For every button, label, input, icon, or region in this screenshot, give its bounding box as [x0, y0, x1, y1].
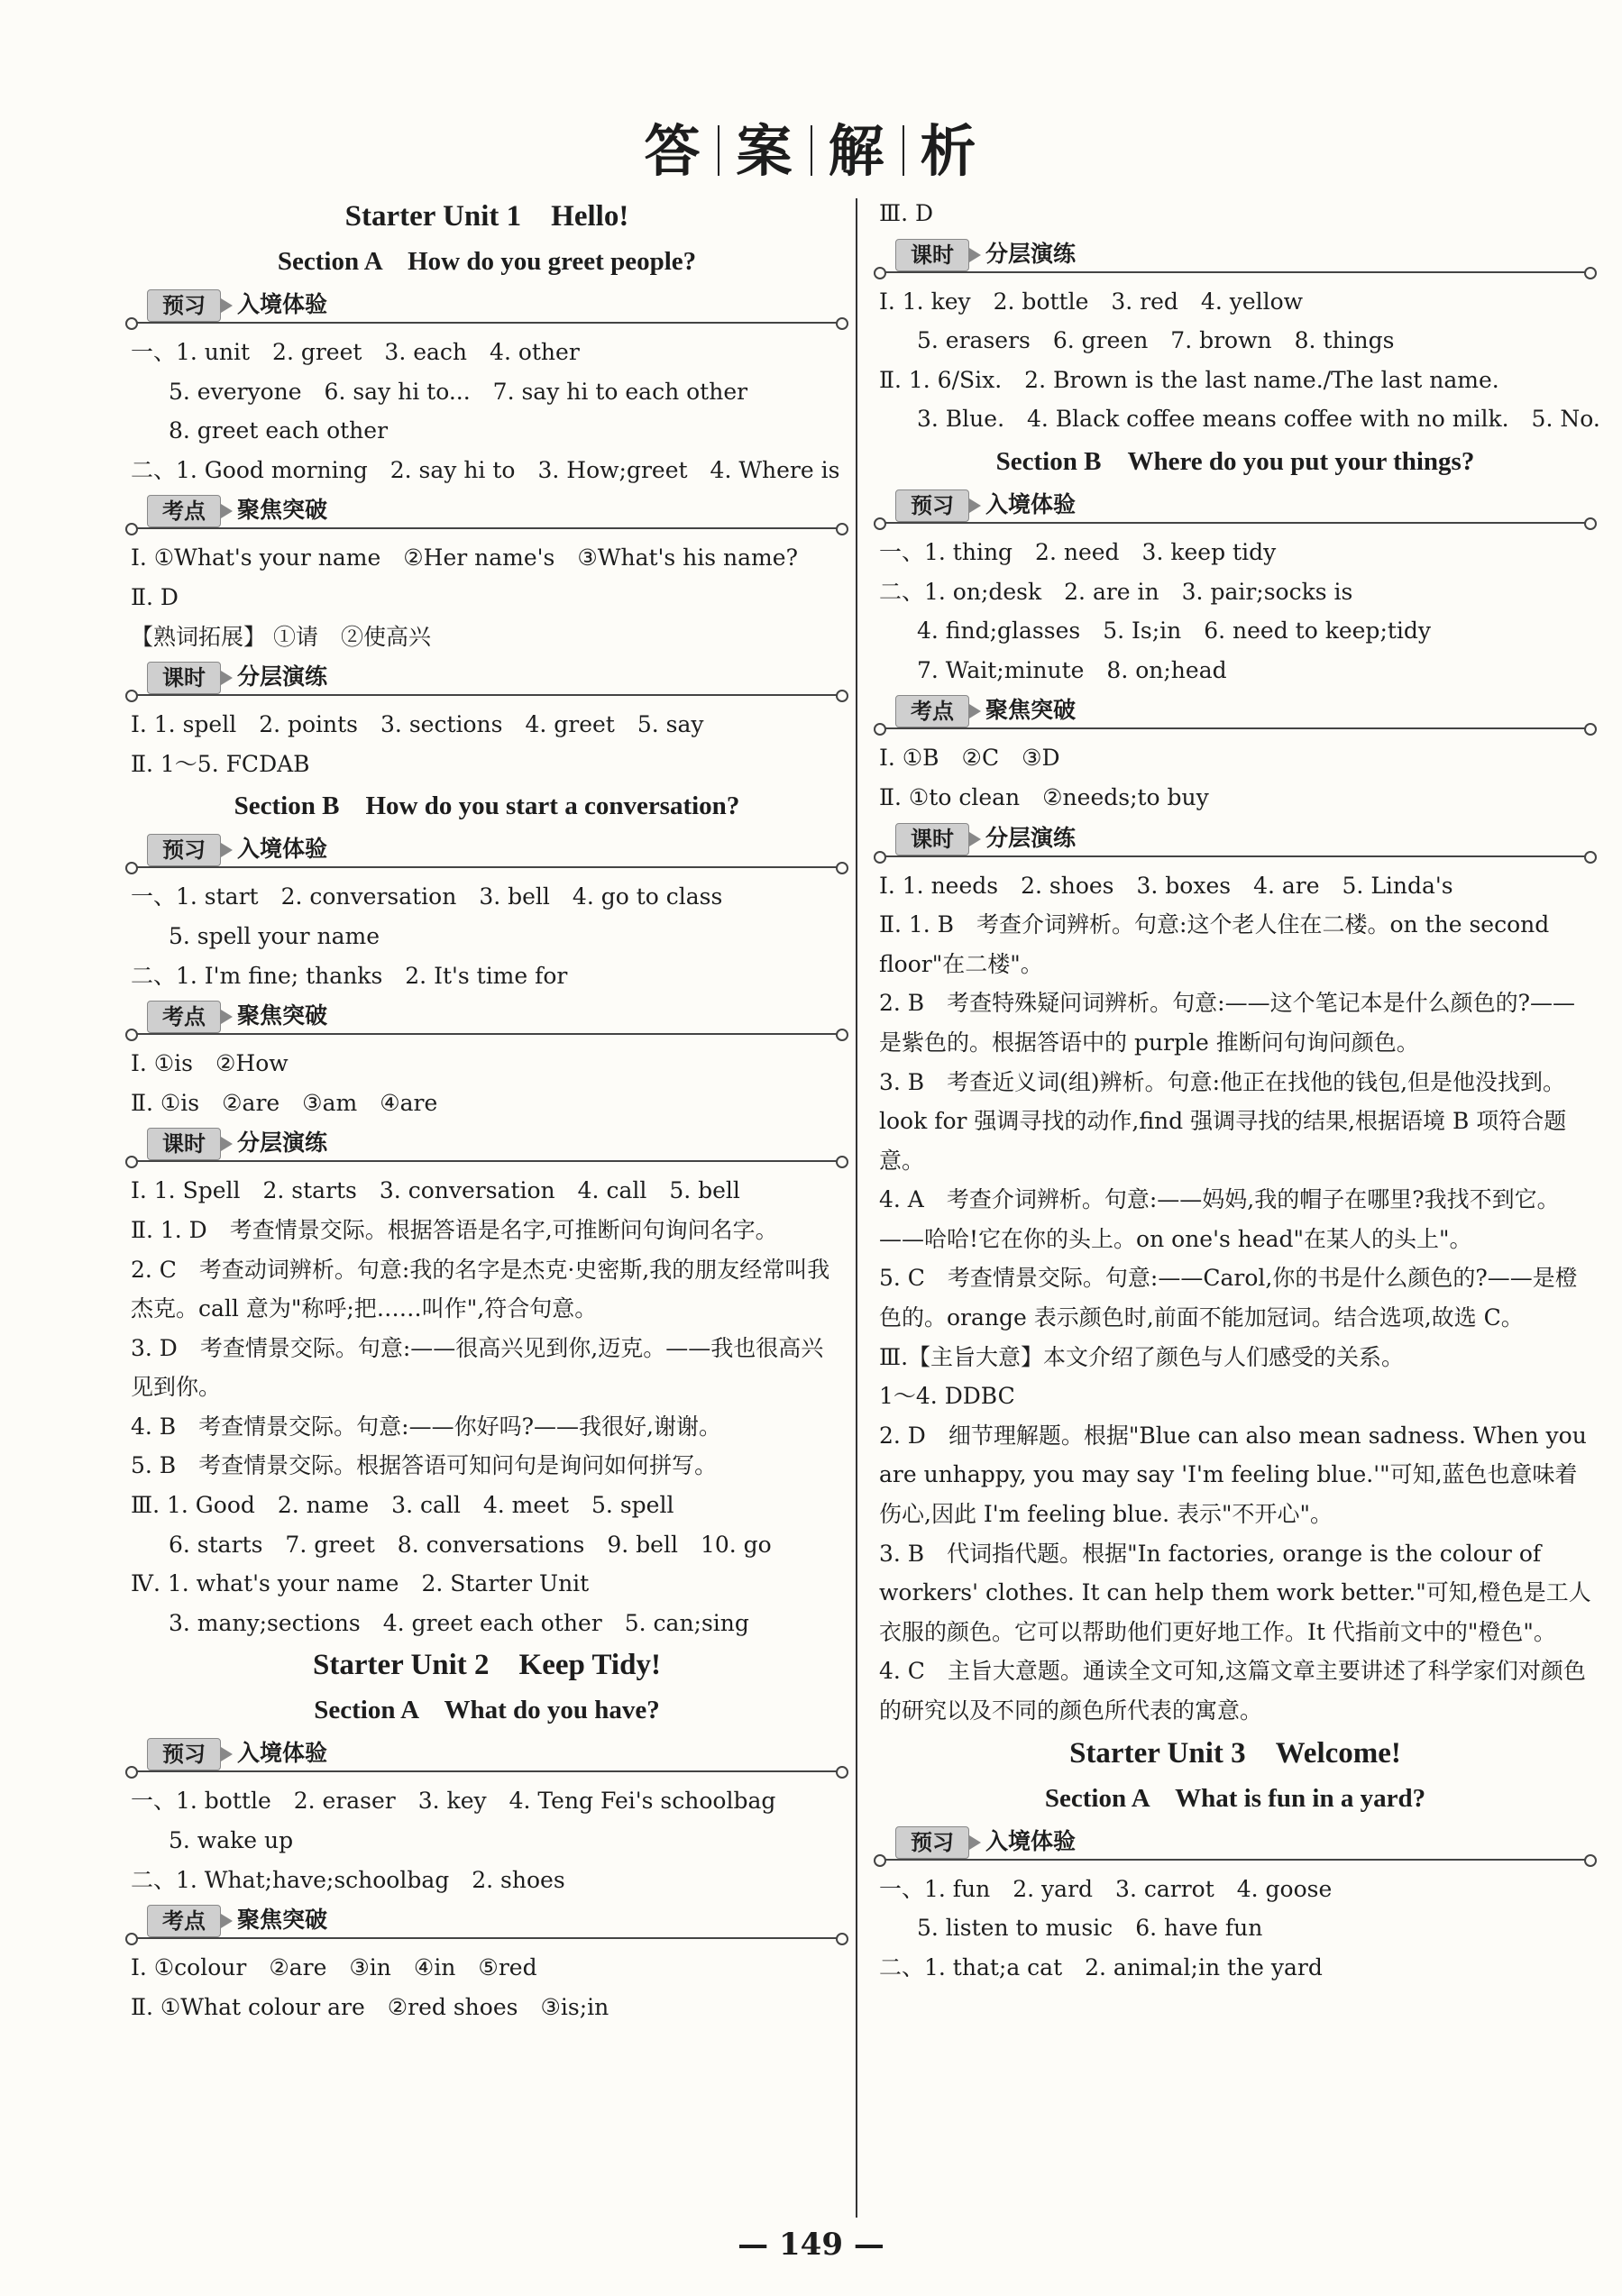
header-rule — [879, 522, 1591, 524]
answer-explanation: 4. A 考查介词辨析。句意:——妈妈,我的帽子在哪里?我找不到它。——哈哈!它在你的头上。on one's head"在某人的头上"。 — [879, 1186, 1560, 1252]
section-tag: 预习 — [895, 489, 969, 522]
answer-line: 二、1. that;a cat 2. animal;in the yard — [879, 1953, 1323, 1980]
section-header-title: 聚焦突破 — [985, 697, 1077, 724]
section-heading: Section A What do you have? — [314, 1696, 660, 1725]
header-rule — [879, 855, 1591, 857]
header-rule — [131, 1033, 843, 1035]
answer-line: 一、1. bottle 2. eraser 3. key 4. Teng Fei's schoolbag — [131, 1788, 776, 1815]
section-header — [131, 830, 843, 872]
answer-line: Ⅰ. 1. spell 2. points 3. sections 4. greet 5. say — [131, 711, 704, 738]
section-header-title: 聚焦突破 — [237, 1907, 328, 1934]
section-header — [131, 1124, 843, 1166]
section-header-title: 分层演练 — [985, 824, 1077, 851]
answer-explanation: Ⅱ. 1. D 考查情景交际。根据答语是名字,可推断问句询问名字。 — [131, 1216, 778, 1243]
section-header-title: 入境体验 — [985, 1827, 1077, 1854]
section-header — [131, 997, 843, 1038]
section-header-title: 入境体验 — [237, 291, 328, 317]
header-rule — [131, 1160, 843, 1162]
answer-line-indented: 4. find;glasses 5. Is;in 6. need to keep;tidy — [917, 617, 1432, 645]
answer-line-indented: 8. greet each other — [169, 417, 389, 444]
header-rule — [131, 866, 843, 868]
section-tag: 预习 — [147, 834, 221, 866]
section-heading: Section B Where do you put your things? — [995, 446, 1475, 476]
section-tag: 预习 — [147, 289, 221, 322]
answer-line: 二、1. Good morning 2. say hi to 3. How;greet 4. Where is — [131, 456, 840, 483]
answer-line: Ⅰ. 1. Spell 2. starts 3. conversation 4. call 5. bell — [131, 1177, 740, 1204]
answer-line: 二、1. I'm fine; thanks 2. It's time for — [131, 962, 568, 989]
answer-line: Ⅰ. ①is ②How — [131, 1050, 289, 1077]
section-header — [131, 286, 843, 327]
title-separator — [811, 125, 812, 176]
section-tag: 考点 — [147, 495, 221, 527]
answer-line-indented: 5. listen to music 6. have fun — [917, 1915, 1263, 1942]
section-header — [879, 235, 1591, 277]
answer-line: 二、1. on;desk 2. are in 3. pair;socks is — [879, 578, 1353, 605]
answer-explanation: 3. D 考查情景交际。句意:——很高兴见到你,迈克。——我也很高兴见到你。 — [131, 1334, 824, 1401]
section-tag: 课时 — [147, 1128, 221, 1160]
left-column — [131, 194, 843, 2026]
section-tag: 考点 — [147, 1001, 221, 1033]
section-heading: Section A What is fun in a yard? — [1044, 1783, 1426, 1813]
answer-explanation: 2. D 细节理解题。根据"Blue can also mean sadness. When you are unhappy, you may say 'I'm feeling blue.'"可知,蓝色也意味着伤心,因此 I'm feeling blue. 表示"不开心"。 — [879, 1422, 1587, 1528]
answer-explanation: 2. C 考查动词辨析。句意:我的名字是杰克·史密斯,我的朋友经常叫我杰克。call 意为"称呼;把……叫作",符合句意。 — [131, 1256, 830, 1322]
unit-heading: Starter Unit 1 Hello! — [344, 200, 629, 233]
section-header-title: 分层演练 — [985, 240, 1077, 267]
answer-line: Ⅰ. 1. key 2. bottle 3. red 4. yellow — [879, 288, 1304, 315]
section-header-title: 入境体验 — [237, 1740, 328, 1767]
title-separator — [718, 125, 719, 176]
answer-line: Ⅱ. 1. 6/Six. 2. Brown is the last name./The last name. — [879, 366, 1499, 393]
answer-line: Ⅰ. ①What's your name ②Her name's ③What's his name? — [131, 544, 798, 572]
section-header-title: 入境体验 — [985, 490, 1077, 517]
answer-line: 1～4. DDBC — [879, 1383, 1015, 1410]
answer-line: 一、1. thing 2. need 3. keep tidy — [879, 538, 1277, 565]
section-tag: 课时 — [147, 662, 221, 694]
section-header-title: 聚焦突破 — [237, 497, 328, 524]
section-tag: 预习 — [147, 1738, 221, 1770]
answer-line-indented: 5. spell your name — [169, 922, 380, 949]
header-rule — [879, 727, 1591, 729]
answer-explanation: 4. C 主旨大意题。通读全文可知,这篇文章主要讲述了科学家们对颜色的研究以及不同的颜色所代表的寓意。 — [879, 1658, 1586, 1724]
answer-line-indented: 3. Blue. 4. Black coffee means coffee with no milk. 5. No. — [917, 406, 1600, 433]
section-header — [879, 1823, 1591, 1864]
section-header — [879, 486, 1591, 527]
answer-line: Ⅰ. ①colour ②are ③in ④in ⑤red — [131, 1954, 537, 1981]
header-rule — [879, 271, 1591, 273]
answer-line-indented: 7. Wait;minute 8. on;head — [917, 656, 1227, 683]
header-rule — [131, 1937, 843, 1939]
right-column — [879, 194, 1600, 1987]
answer-explanation: Ⅱ. 1. B 考查介词辨析。句意:这个老人住在二楼。on the second floor"在二楼"。 — [879, 911, 1550, 977]
section-header — [879, 819, 1591, 861]
answer-line: Ⅱ. ①to clean ②needs;to buy — [879, 783, 1209, 810]
header-rule — [131, 1770, 843, 1772]
answer-explanation: 2. B 考查特殊疑问词辨析。句意:——这个笔记本是什么颜色的?——是紫色的。根据答语中的 purple 推断问句询问颜色。 — [879, 990, 1575, 1056]
column-divider — [856, 198, 857, 2218]
header-rule — [131, 694, 843, 696]
section-tag: 考点 — [895, 695, 969, 727]
answer-explanation: 3. B 代词指代题。根据"In factories, orange is the colour of workers' clothes. It can help them work better."可知,橙色是工人衣服的颜色。它可以帮助他们更好地工作。It 代指前文中的"橙色"。 — [879, 1540, 1591, 1645]
answer-line-indented: 6. starts 7. greet 8. conversations 9. bell 10. go — [169, 1531, 772, 1558]
section-tag: 考点 — [147, 1905, 221, 1937]
answer-line: 【熟词拓展】 ①请 ②使高兴 — [131, 623, 431, 650]
section-header — [131, 658, 843, 700]
answer-line-indented: 3. many;sections 4. greet each other 5. can;sing — [169, 1609, 749, 1636]
answer-line: 一、1. fun 2. yard 3. carrot 4. goose — [879, 1875, 1333, 1902]
unit-heading: Starter Unit 2 Keep Tidy! — [313, 1649, 661, 1682]
header-rule — [131, 322, 843, 324]
answer-line-indented: 5. everyone 6. say hi to... 7. say hi to each other — [169, 378, 748, 405]
answer-line-indented: 5. erasers 6. green 7. brown 8. things — [917, 327, 1395, 354]
section-header — [879, 691, 1591, 733]
section-header-title: 入境体验 — [237, 836, 328, 863]
page-title: 答 案 解 析 — [644, 118, 978, 184]
section-header-title: 分层演练 — [237, 663, 328, 691]
section-header — [131, 491, 843, 533]
answer-line: Ⅲ. 1. Good 2. name 3. call 4. meet 5. spell — [131, 1492, 674, 1519]
answer-line: Ⅳ. 1. what's your name 2. Starter Unit — [131, 1570, 590, 1597]
section-header-title: 分层演练 — [237, 1130, 328, 1157]
answer-line: Ⅰ. 1. needs 2. shoes 3. boxes 4. are 5. Linda's — [879, 872, 1453, 899]
answer-line: Ⅲ.【主旨大意】本文介绍了颜色与人们感受的关系。 — [879, 1343, 1405, 1370]
answer-line: Ⅱ. D — [131, 583, 179, 610]
answer-line: 一、1. start 2. conversation 3. bell 4. go to class — [131, 883, 723, 910]
section-tag: 预习 — [895, 1826, 969, 1859]
answer-explanation: 5. C 考查情景交际。句意:——Carol,你的书是什么颜色的?——是橙色的。orange 表示颜色时,前面不能加冠词。结合选项,故选 C。 — [879, 1265, 1578, 1331]
answer-explanation: 3. B 考查近义词(组)辨析。句意:他正在找他的钱包,但是他没找到。look for 强调寻找的动作,find 强调寻找的结果,根据语境 B 项符合题意。 — [879, 1068, 1567, 1174]
section-tag: 课时 — [895, 239, 969, 271]
answer-line: Ⅱ. ①What colour are ②red shoes ③is;in — [131, 1993, 609, 2020]
page-number: — 149 — — [738, 2227, 884, 2263]
answer-line-indented: 5. wake up — [169, 1827, 294, 1854]
section-heading: Section B How do you start a conversation? — [234, 791, 740, 821]
answer-line: Ⅰ. ①B ②C ③D — [879, 745, 1060, 772]
title-separator — [903, 125, 904, 176]
section-header — [131, 1734, 843, 1776]
header-rule — [879, 1859, 1591, 1861]
answer-line: Ⅱ. 1～5. FCDAB — [131, 750, 310, 777]
section-header — [131, 1901, 843, 1943]
answer-line: 二、1. What;have;schoolbag 2. shoes — [131, 1866, 565, 1893]
section-tag: 课时 — [895, 823, 969, 855]
answer-explanation: 4. B 考查情景交际。句意:——你好吗?——我很好,谢谢。 — [131, 1413, 721, 1440]
answer-line: 一、1. unit 2. greet 3. each 4. other — [131, 339, 580, 365]
section-header-title: 聚焦突破 — [237, 1002, 328, 1029]
answer-line: Ⅲ. D — [879, 200, 934, 226]
header-rule — [131, 527, 843, 529]
unit-heading: Starter Unit 3 Welcome! — [1069, 1736, 1401, 1770]
answer-explanation: 5. B 考查情景交际。根据答语可知问句是询问如何拼写。 — [131, 1452, 718, 1479]
section-heading: Section A How do you greet people? — [277, 247, 697, 276]
answer-line: Ⅱ. ①is ②are ③am ④are — [131, 1089, 438, 1116]
